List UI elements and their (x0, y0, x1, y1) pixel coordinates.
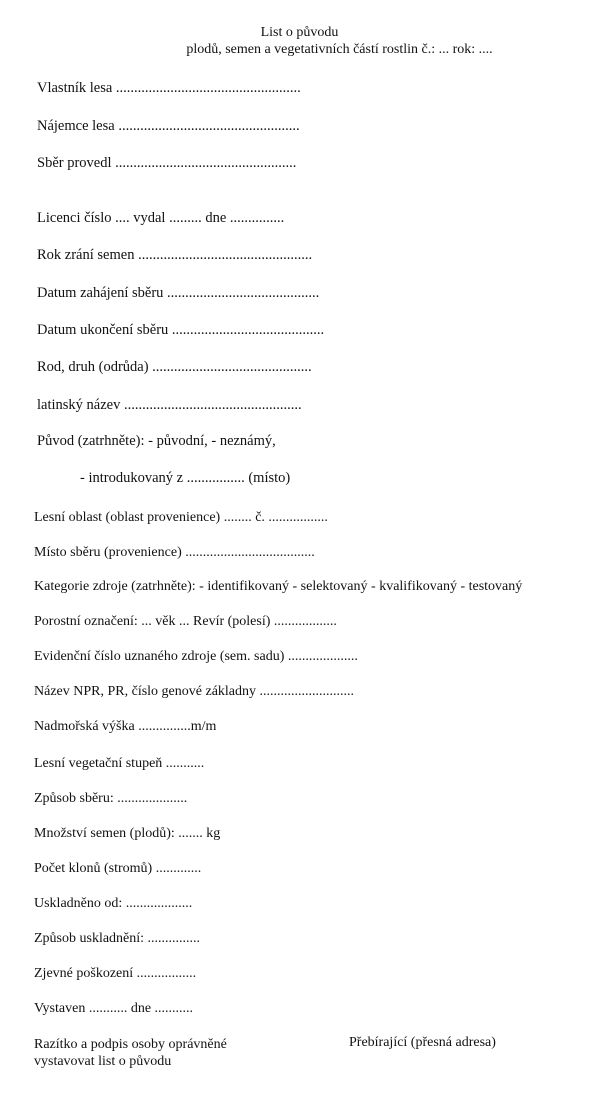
field-stored-from: Uskladněno od: ................... (34, 896, 193, 911)
field-forest-tenant: Nájemce lesa .................................................. (37, 118, 300, 134)
field-collection-start: Datum zahájení sběru .......................................... (37, 285, 320, 301)
field-origin-introduced: - introdukovaný z ................ (místo) (80, 470, 291, 486)
field-altitude: Nadmořská výška ...............m/m (34, 719, 217, 734)
field-seed-quantity: Množství semen (plodů): ....... kg (34, 826, 221, 841)
field-forest-owner: Vlastník lesa ................................................... (37, 80, 301, 96)
field-collection-method: Způsob sběru: .................... (34, 791, 188, 806)
document-title: List o původu (260, 25, 339, 40)
signature-label-line2: vystavovat list o původu (34, 1054, 172, 1069)
field-genus-species: Rod, druh (odrůda) ............................................ (37, 359, 312, 375)
field-collection-end: Datum ukončení sběru .......................................... (37, 322, 325, 338)
field-source-category: Kategorie zdroje (zatrhněte): - identifikovaný - selektovaný - kvalifikovaný - testovaný (34, 579, 523, 594)
field-storage-method: Způsob uskladnění: ............... (34, 931, 201, 946)
field-npr-pr-name: Název NPR, PR, číslo genové základny ........................... (34, 684, 355, 699)
field-forest-region: Lesní oblast (oblast provenience) ........ č. ................. (34, 510, 328, 525)
field-license: Licenci číslo .... vydal ......... dne ............... (37, 210, 285, 226)
signature-label-line1: Razítko a podpis osoby oprávněné (34, 1037, 227, 1052)
field-vegetation-zone: Lesní vegetační stupeň ........... (34, 756, 205, 771)
field-ripening-year: Rok zrání semen ................................................ (37, 247, 313, 263)
field-issued: Vystaven ........... dne ........... (34, 1001, 194, 1016)
field-clone-count: Počet klonů (stromů) ............. (34, 861, 202, 876)
field-origin: Původ (zatrhněte): - původní, - neznámý, (37, 433, 276, 449)
field-collection-place: Místo sběru (provenience) ..................................... (34, 545, 315, 560)
field-registration-number: Evidenční číslo uznaného zdroje (sem. sadu) .................... (34, 649, 358, 664)
field-visible-damage: Zjevné poškození ................. (34, 966, 197, 981)
recipient-address-label: Přebírající (přesná adresa) (349, 1035, 496, 1050)
field-collector: Sběr provedl .................................................. (37, 155, 297, 171)
field-latin-name: latinský název ................................................. (37, 397, 302, 413)
document-subtitle: plodů, semen a vegetativních částí rostlin č.: ... rok: .... (186, 42, 493, 57)
field-stand-designation: Porostní označení: ... věk ... Revír (polesí) .................. (34, 614, 337, 629)
